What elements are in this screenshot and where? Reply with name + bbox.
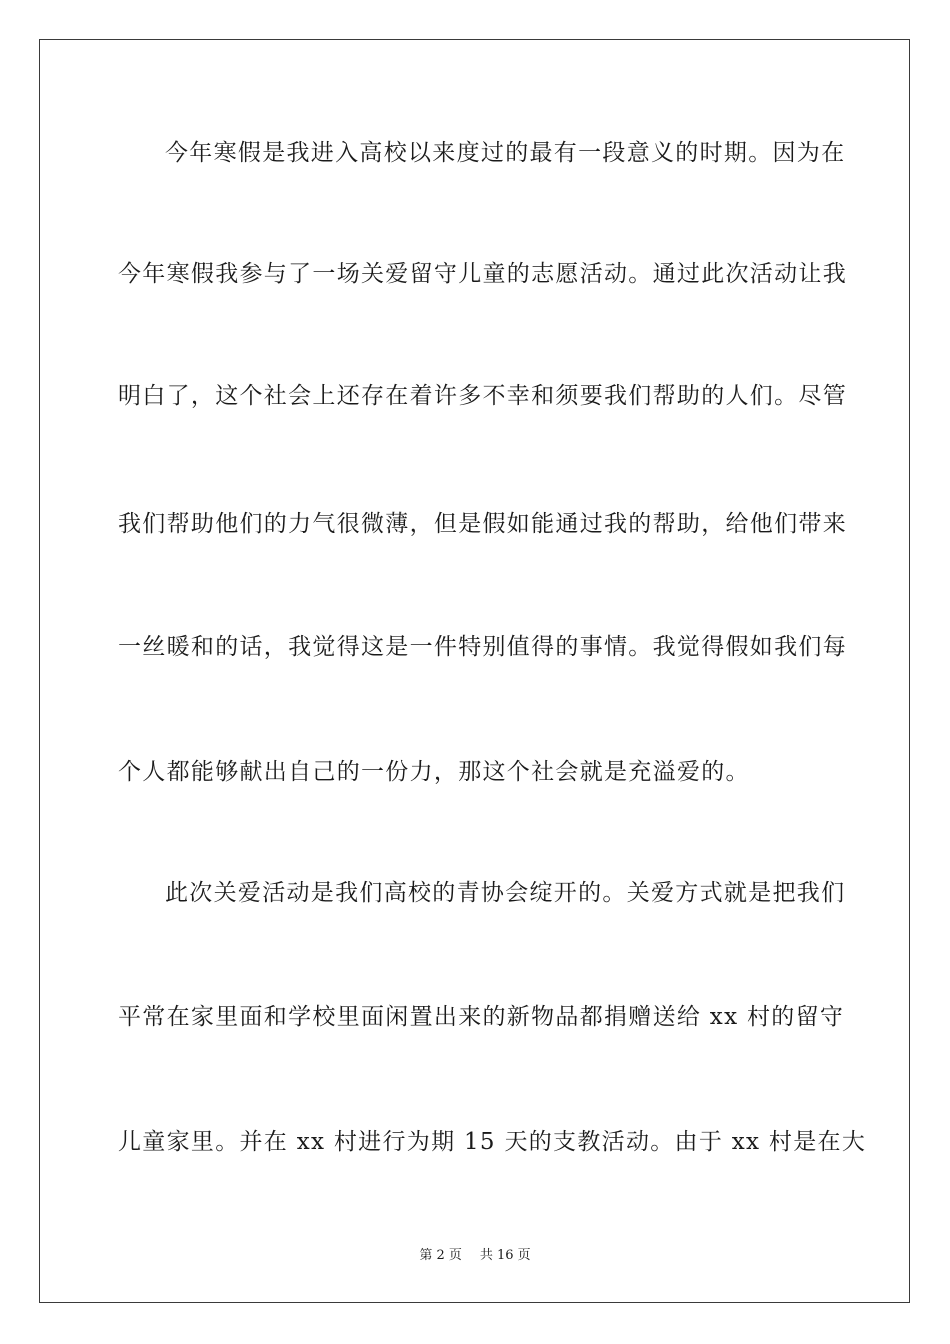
paragraph-line: 一丝暖和的话，我觉得这是一件特别值得的事情。我觉得假如我们每 (118, 634, 847, 660)
paragraph-line: 平常在家里面和学校里面闲置出来的新物品都捐赠送给 xx 村的留守 (118, 1004, 845, 1030)
page-number: 第 2 页 (419, 1248, 462, 1263)
paragraph-line: 儿童家里。并在 xx 村进行为期 15 天的支教活动。由于 xx 村是在大 (118, 1129, 867, 1155)
paragraph-line: 明白了，这个社会上还存在着许多不幸和须要我们帮助的人们。尽管 (118, 383, 847, 409)
paragraph-line: 今年寒假是我进入高校以来度过的最有一段意义的时期。因为在 (165, 140, 846, 166)
paragraph-line: 个人都能够献出自己的一份力，那这个社会就是充溢爱的。 (118, 759, 750, 785)
paragraph-line: 此次关爱活动是我们高校的青协会绽开的。关爱方式就是把我们 (165, 880, 846, 906)
page-footer (0, 1247, 950, 1265)
page-total: 共 16 页 (479, 1248, 531, 1263)
paragraph-line: 今年寒假我参与了一场关爱留守儿童的志愿活动。通过此次活动让我 (118, 261, 847, 287)
paragraph-line: 我们帮助他们的力气很微薄，但是假如能通过我的帮助，给他们带来 (118, 511, 847, 537)
page-border (39, 39, 910, 1303)
